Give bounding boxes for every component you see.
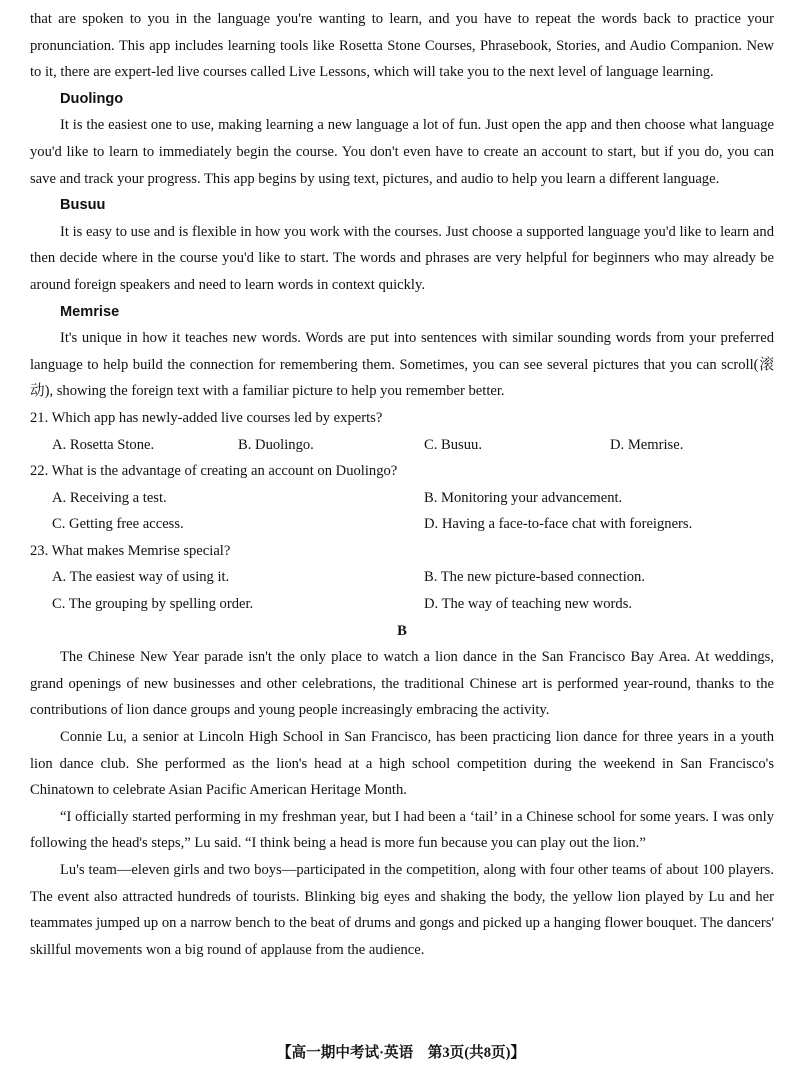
app-heading-busuu: Busuu: [60, 197, 106, 214]
option-22-c: C. Getting free access.: [52, 516, 184, 533]
passage-b-paragraph-3: “I officially started performing in my freshman year, but I had been a ‘tail’ in a Chinese school for some years. I was only following the head's steps,” Lu said. “I think being a head is more fun because you can play out the lion.”: [30, 808, 774, 852]
option-21-b: B. Duolingo.: [238, 436, 314, 453]
app-heading-duolingo: Duolingo: [60, 90, 124, 107]
question-21-options: [30, 432, 774, 459]
exam-page: [30, 6, 774, 963]
question-22-options: [30, 485, 774, 538]
question-23-stem: 23. What makes Memrise special?: [30, 542, 231, 559]
passage-b-paragraph-4: Lu's team—eleven girls and two boys—participated in the competition, along with four other teams of about 100 players. The event also attracted hundreds of tourists. Blinking big eyes and shaking the body, the yellow lion played by Lu and her teammates jumped up on a narrow bench to the beat of drums and gongs and picked up a hanging flower bouquet. The dancers' skillful movements won a big round of applause from the audience.: [30, 862, 774, 958]
memrise-paragraph: It's unique in how it teaches new words. Words are put into sentences with similar sounding words from your preferred language to help build the connection for remembering them. Sometimes, you can see several pictures that you can scroll(滚动), showing the foreign text with a familiar picture to help you remember better.: [30, 330, 774, 400]
rosetta-stone-paragraph-end: that are spoken to you in the language you're wanting to learn, and you have to repeat the words back to practice your pronunciation. This app includes learning tools like Rosetta Stone Courses, Phrasebook, Stories, and Audio Companion. New to it, there are expert-led live courses called Live Lessons, which will take you to the next level of language learning.: [30, 11, 774, 81]
question-21-stem: 21. Which app has newly-added live courses led by experts?: [30, 409, 383, 426]
question-22-stem: 22. What is the advantage of creating an account on Duolingo?: [30, 463, 398, 480]
option-21-d: D. Memrise.: [610, 436, 684, 453]
option-22-b: B. Monitoring your advancement.: [424, 489, 623, 506]
option-21-c: C. Busuu.: [424, 436, 482, 453]
duolingo-paragraph: It is the easiest one to use, making learning a new language a lot of fun. Just open the app and then choose what language you'd like to learn to immediately begin the course. You don't even have to create an account to start, but if you do, you can save and track your progress. This app begins by using text, pictures, and audio to help you learn a different language.: [30, 117, 774, 187]
option-23-c: C. The grouping by spelling order.: [52, 596, 254, 613]
option-23-a: A. The easiest way of using it.: [52, 569, 230, 586]
page-footer: 【高一期中考试·英语 第3页(共8页)】: [276, 1045, 526, 1061]
option-22-a: A. Receiving a test.: [52, 489, 167, 506]
option-23-d: D. The way of teaching new words.: [424, 596, 633, 613]
option-23-b: B. The new picture-based connection.: [424, 569, 645, 586]
app-heading-memrise: Memrise: [60, 303, 120, 320]
busuu-paragraph: It is easy to use and is flexible in how you work with the courses. Just choose a supported language you'd like to learn and then decide where in the course you'd like to start. The words and phrases are very helpful for beginners who may already be around foreign speakers and need to learn words in context quickly.: [30, 223, 774, 293]
section-b-heading: B: [397, 622, 407, 639]
question-23-options: [30, 564, 774, 617]
option-22-d: D. Having a face-to-face chat with foreigners.: [424, 516, 693, 533]
passage-b-paragraph-2: Connie Lu, a senior at Lincoln High School in San Francisco, has been practicing lion dance for three years in a youth lion dance club. She performed as the lion's head at a high school competition during the weekend in San Francisco's Chinatown to celebrate Asian Pacific American Heritage Month.: [30, 729, 774, 799]
option-21-a: A. Rosetta Stone.: [52, 436, 155, 453]
passage-b-paragraph-1: The Chinese New Year parade isn't the only place to watch a lion dance in the San Francisco Bay Area. At weddings, grand openings of new businesses and other celebrations, the traditional Chinese art is performed year-round, thanks to the contributions of lion dance groups and young people increasingly embracing the activity.: [30, 649, 774, 719]
